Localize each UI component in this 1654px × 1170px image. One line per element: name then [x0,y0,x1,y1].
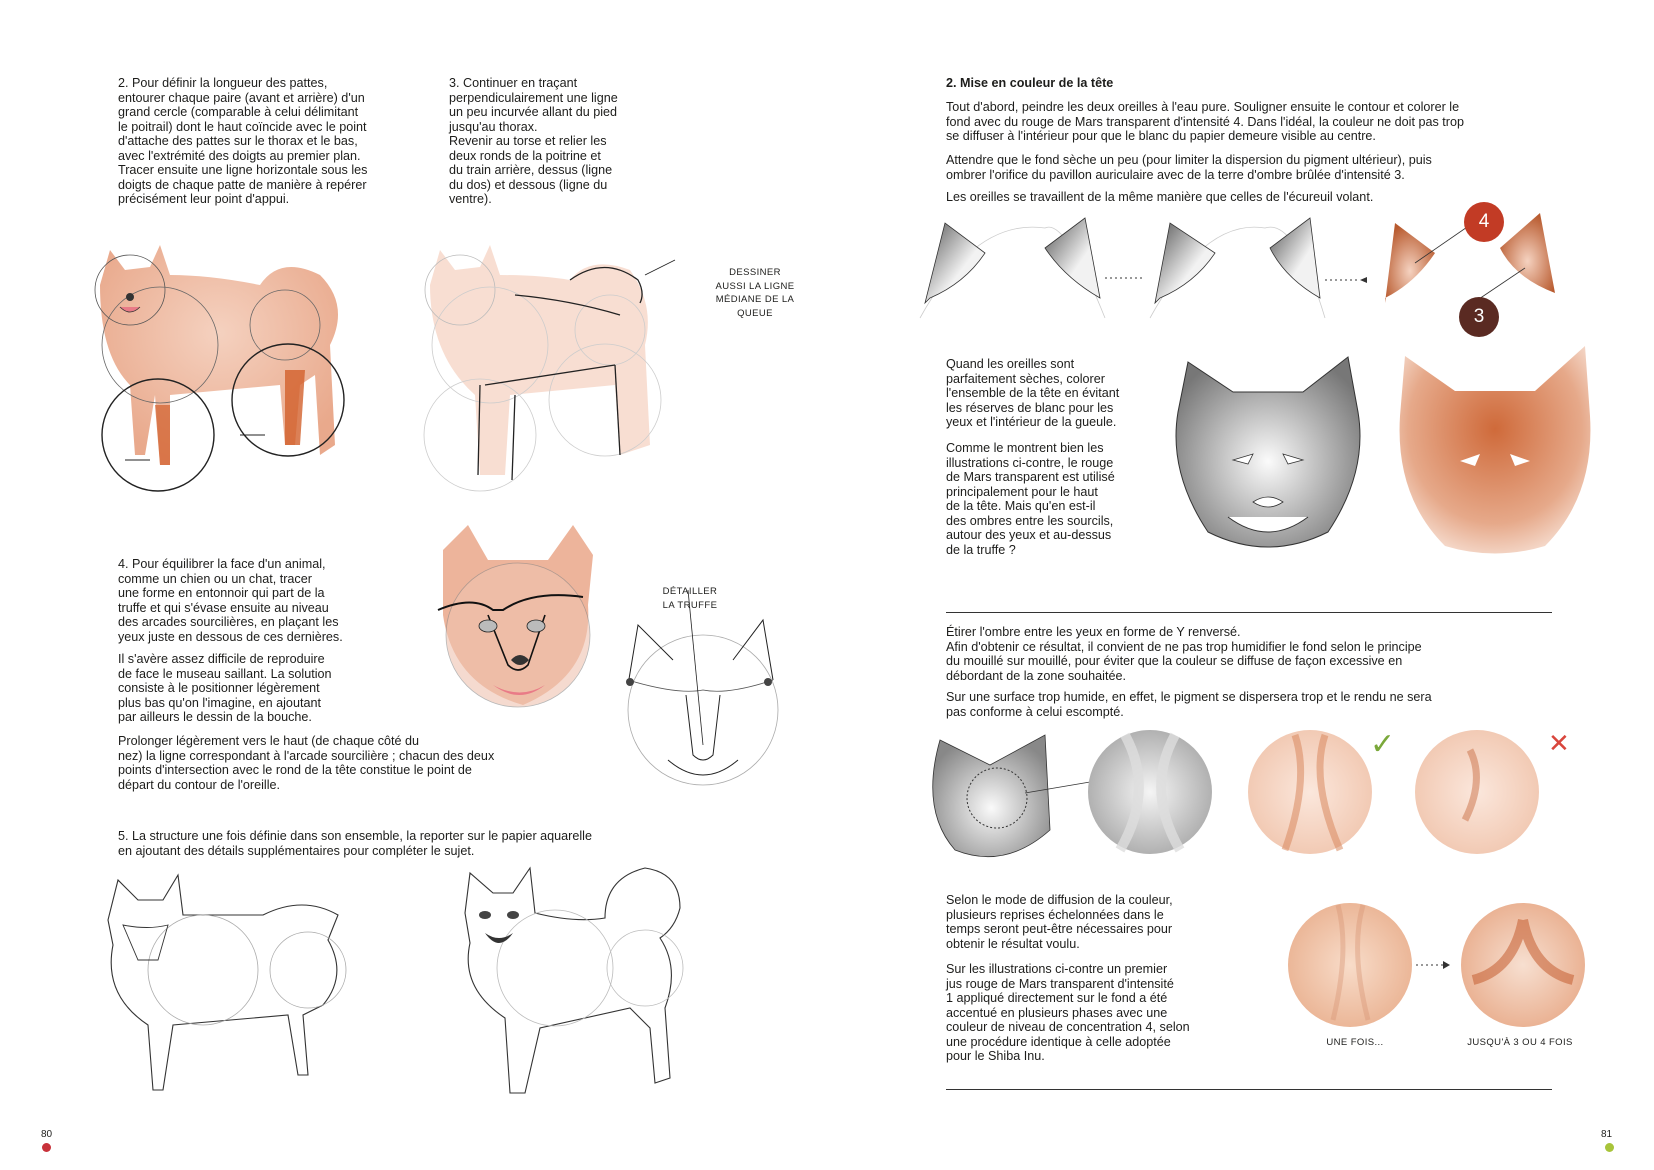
ears-sequence-illustration [915,208,1615,328]
shadow-paragraph-2: Sur une surface trop humide, en effet, le pigment se dispersera trop et le rendu ne sera pas conforme à celui escompté. [946,690,1432,719]
step2-text: 2. Pour définir la longueur des pattes, entourer chaque paire (avant et arrière) d'un grand cercle (comparable à celui délimitant le poitrail) dont le haut coïncide avec le point d'attache des pattes sur le thorax et le bas, avec l'extrémité des doigts au premier plan. Tracer ensuite une ligne horizontale sous les doigts de chaque patte de manière à repérer précisément leur point d'appui. [118,76,368,206]
head-paragraph-2: Comme le montrent bien les illustrations ci-contre, le rouge de Mars transparent est utilisé principalement pour le haut de la tête. Mais qu'en est-il des ombres entre les sourcils, autour des yeux et au-dessus de la truffe ? [946,441,1115,557]
painted-head-illustration [1395,346,1595,561]
head-paragraph-1: Quand les oreilles sont parfaitement sèches, colorer l'ensemble de la tête en évitant les réserves de blanc pour les yeux et l'intérieur de la gueule. [946,357,1120,429]
step4-paragraph-2: Il s'avère assez difficile de reproduire de face le museau saillant. La solution consiste à le positionner légèrement plus bas qu'on l'imagine, en ajoutant par ailleurs le dessin de la bouche. [118,652,332,724]
dog-body-lines-illustration [420,245,660,495]
tail-label: DESSINER AUSSI LA LIGNE MÉDIANE DE LA QUEUE [715,267,795,319]
step4-paragraph-3: Prolonger légèrement vers le haut (de chaque côté du nez) la ligne correspondant à l'arcade sourcilière ; chacun des deux points d'intersection avec le rond de la tête constitue le point de départ du contour de l'oreille. [118,734,495,792]
left-page-number: 80 [41,1129,53,1140]
detailed-drawing [455,868,705,1098]
shadow-paragraph-1: Étirer l'ombre entre les yeux en forme de Y renversé. Afin d'obtenir ce résultat, il convient de ne pas trop humidifier le fond selon le principe du mouillé sur mouillé, pour éviter que la couleur se diffuse de façon excessive en débordant de la zone souhaitée. [946,625,1422,683]
until-label: JUSQU'À 3 OU 4 FOIS [1467,1037,1573,1048]
step5-text: 5. La structure une fois définie dans son ensemble, la reporter sur le papier aquarelle en ajoutant des détails supplémentaires pour compléter le sujet. [118,829,592,858]
divider-2 [946,1089,1552,1090]
intensity-4-badge: 4 [1464,202,1504,242]
shadow-comparison-illustration [925,730,1585,875]
ears-paragraph-2: Attendre que le fond sèche un peu (pour limiter la dispersion du pigment ultérieur), puis ombrer l'orifice du pavillon auriculaire avec de la terre d'ombre brûlée d'intensité 3. [946,153,1432,182]
ears-paragraph-1: Tout d'abord, peindre les deux oreilles à l'eau pure. Souligner ensuite le contour et colorer le fond avec du rouge de Mars transparent d'intensité 4. Dans l'idéal, la couleur ne doit pas trop se diffuser à l'intérieur pour que le blanc du papier demeure visible au centre. [946,100,1464,143]
right-page-dot [1605,1143,1614,1152]
progression-illustration [1288,900,1618,1035]
structure-drawing [103,875,353,1105]
intensity-3-badge: 3 [1459,297,1499,337]
once-label: UNE FOIS... [1326,1037,1384,1048]
ears-paragraph-3: Les oreilles se travaillent de la même manière que celles de l'écureuil volant. [946,190,1374,204]
check-icon: ✓ [1370,728,1396,761]
left-page-dot [42,1143,51,1152]
dog-circles-illustration [90,245,360,495]
section-heading: 2. Mise en couleur de la tête [946,76,1114,90]
diffusion-paragraph-1: Selon le mode de diffusion de la couleur, plusieurs reprises échelonnées dans le temps seront peut-être nécessaires pour obtenir le résultat voulu. [946,893,1173,951]
face-lines-drawing [618,615,788,785]
cross-icon: ✕ [1548,728,1570,758]
truffe-label: DÉTAILLER LA TRUFFE [662,586,718,611]
painted-face-illustration [433,525,603,710]
step4-paragraph-1: 4. Pour équilibrer la face d'un animal, comme un chien ou un chat, tracer une forme en entonnoir qui part de la truffe et qui s'évase ensuite au niveau des arcades sourcilières, en plaçant les yeux juste en dessous de ces dernières. [118,557,343,644]
divider-1 [946,612,1552,613]
diffusion-paragraph-2: Sur les illustrations ci-contre un premier jus rouge de Mars transparent d'intensité 1 appliqué directement sur le fond a été accentué en plusieurs phases avec une couleur de niveau de concentration 4, selon une procédure identique à celle adoptée pour le Shiba Inu. [946,962,1190,1063]
step3-text: 3. Continuer en traçant perpendiculairement une ligne un peu incurvée allant du pied jusqu'au thorax. Revenir au torse et relier les deux ronds de la poitrine et du train arrière, dessus (ligne du dos) et dessous (ligne du ventre). [449,76,618,206]
right-page-number: 81 [1601,1129,1613,1140]
gray-head-illustration [1168,352,1368,562]
